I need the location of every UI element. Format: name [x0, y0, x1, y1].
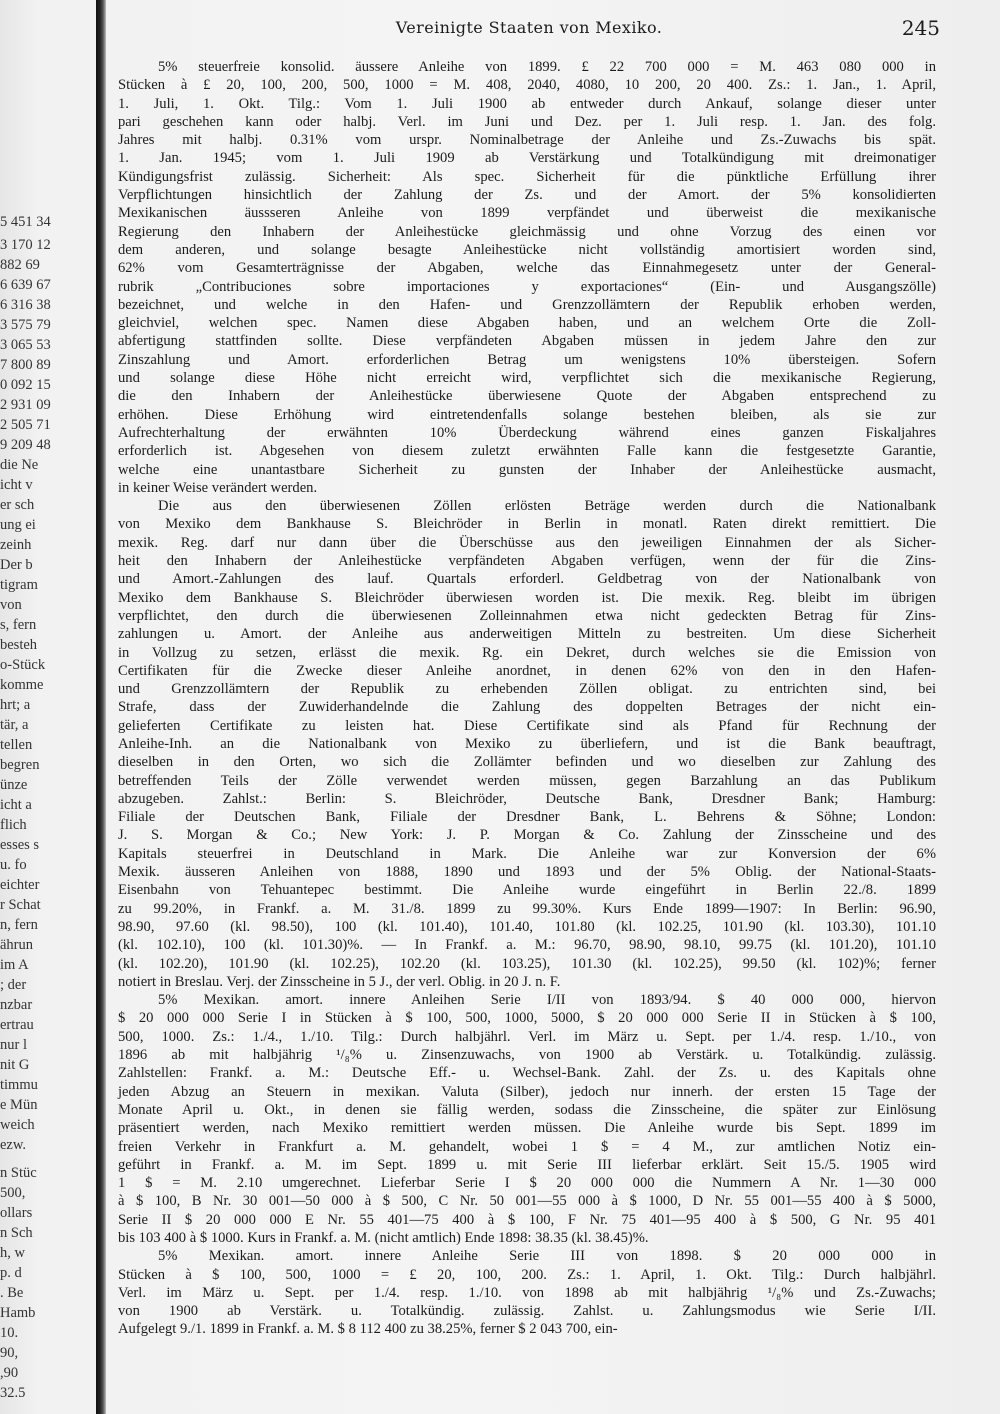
text-line: von Mexiko dem Bankhause S. Bleichröder in Berlin in monatl. Raten direkt remittiert. Die: [118, 516, 936, 533]
margin-fragment: icht v: [0, 477, 33, 493]
margin-fragment: die Ne: [0, 457, 39, 473]
paragraph: [118, 1247, 936, 1338]
margin-fragment: p. d: [0, 1265, 22, 1281]
page-header: [118, 16, 940, 44]
margin-fragment: h, w: [0, 1245, 25, 1261]
margin-fragment: 90,: [0, 1345, 19, 1361]
margin-fragment: tellen: [0, 737, 33, 753]
margin-fragment: begren: [0, 757, 40, 773]
text-line: Regierung den Inhabern der Anleihestücke gleichmässig und ohne Vorzug des einen vor: [118, 223, 936, 240]
adjacent-page-fragment: [0, 0, 96, 1414]
margin-fragment: e Mün: [0, 1097, 38, 1113]
text-line: von 1900 ab Verstärk. u. Totalkündig. zulässig. Zahlst. u. Zahlungsmodus wie Serie I/II.: [118, 1303, 936, 1320]
margin-fragment: 0 092 15: [0, 377, 51, 393]
margin-fragment: ährun: [0, 937, 34, 953]
text-line: (kl. 102.20), 101.90 (kl. 102.25), 102.20 (kl. 103.25), 101.30 (kl. 102.25), 99.50 (kl. 102)%; ferner: [118, 955, 936, 972]
text-line: Zahlstellen: Frankf. a. M.: Deutsche Eff.- u. Wechsel-Bank. Zahl. der Zs. u. des Kapitals ohne: [118, 1065, 936, 1082]
margin-fragment: ezw.: [0, 1137, 27, 1153]
text-line: und solange diese Höhe nicht erreicht wird, verpflichtet sich die mexikanische Regierung,: [118, 370, 936, 387]
text-line: Anleihe-Inh. an die Nationalbank von Mexiko zu überliefern, und ist die Bank beauftragt,: [118, 735, 936, 752]
text-line: in Vollzug zu setzen, erlässt die mexik. Rg. ein Dekret, durch welches sie die Emission von: [118, 644, 936, 661]
text-line: à $ 100, B Nr. 30 001—50 000 à $ 500, C Nr. 50 001—55 000 à $ 1000, D Nr. 55 001—55 400 à $ 5000,: [118, 1193, 936, 1210]
text-line: abzugeben. Zahlst.: Berlin: S. Bleichröder, Deutsche Bank, Dresdner Bank; Hamburg:: [118, 790, 936, 807]
book-gutter: [96, 0, 106, 1414]
text-line: Strafe, dass der Zuwiderhandelnde die Zahlung des doppelten Betrages der nicht ein-: [118, 699, 936, 716]
text-line: dem anderen, und solange besagte Anleihestücke nicht vollständig amortisiert worden sind,: [118, 241, 936, 258]
text-line: die den Inhabern der Anleihestücke überwiesene Quote der Abgaben entsprechend zu: [118, 388, 936, 405]
text-line: Filiale der Deutschen Bank, Filiale der Dresdner Bank, L. Behrens & Söhne; London:: [118, 809, 936, 826]
margin-fragment: icht a: [0, 797, 32, 813]
text-line: verpflichtet, den durch die überwiesenen Zolleinnahmen etwa nicht gedeckten Betrag für Zins-: [118, 607, 936, 624]
text-line: 500, 1000. Zs.: 1./4., 1./10. Tilg.: Durch halbjährl. Verl. im März u. Sept. per 1./4. resp. 1./10., von: [118, 1028, 936, 1045]
page-number: 245: [901, 16, 940, 40]
text-line: Verl. im März u. Sept. per 1./4. resp. 1./10. von 1898 ab mit halbjährig ¹/₈% und Zs.-Zuwachs;: [118, 1284, 936, 1301]
margin-fragment: 7 800 89: [0, 357, 51, 373]
text-line: Eisenbahn von Tehuantepec bestimmt. Die Anleihe wurde eingeführt in Berlin 22./8. 1899: [118, 882, 936, 899]
margin-fragment: 3 065 53: [0, 337, 51, 353]
margin-fragment: flich: [0, 817, 27, 833]
margin-fragment: 2 931 09: [0, 397, 51, 413]
text-line: 5% steuerfreie konsolid. äussere Anleihe von 1899. £ 22 700 000 = M. 463 080 000 in: [158, 59, 936, 75]
margin-fragment: Hamb: [0, 1305, 36, 1321]
text-line: Stücken à £ 20, 100, 200, 500, 1000 = M. 408, 2040, 4080, 10 200, 20 400. Zs.: 1. Jan., 1. April,: [118, 77, 936, 94]
text-line: 1 $ = M. 2.10 umgerechnet. Lieferbar Serie I $ 20 000 000 die Nummern A Nr. 1—30 000: [118, 1175, 936, 1192]
text-line: $ 20 000 000 Serie I in Stücken à $ 100, 500, 1000, 5000, $ 20 000 000 Serie II in Stücken à $ 100,: [118, 1010, 936, 1027]
paragraph: [118, 497, 936, 991]
running-title: Vereinigte Staaten von Mexiko.: [395, 18, 663, 37]
margin-fragment: tigram: [0, 577, 38, 593]
margin-fragment: 882 69: [0, 257, 40, 273]
text-line: abfertigung stattfinden sollte. Diese verpfändeten Abgaben müssen in jedem Jahre den zur: [118, 333, 936, 350]
margin-fragment: 2 505 71: [0, 417, 51, 433]
text-line: Certifikaten für die Zwecke dieser Anleihe anordnet, in denen 62% von den in den Hafen-: [118, 662, 936, 679]
text-line: zu 99.20%, in Frankf. a. M. 31./8. 1899 zu 99.30%. Kurs Ende 1899—1907: In Berlin: 96.90,: [118, 900, 936, 917]
margin-fragment: n, fern: [0, 917, 38, 933]
text-line: erforderlich ist. Abgesehen von diesem zuletzt erwähnten Falle kann die festgesetzte Garantie,: [118, 443, 936, 460]
text-line: freien Verkehr in Frankfurt a. M. gehandelt, wobei 1 $ = 4 M., zur amtlichen Notiz ein-: [118, 1138, 936, 1155]
margin-fragment: . Be: [0, 1285, 24, 1301]
margin-fragment: s, fern: [0, 617, 37, 633]
text-line: notiert in Breslau. Verj. der Zinsscheine in 5 J., der verl. Oblig. in 20 J. n. F.: [118, 973, 561, 990]
paragraph: [118, 58, 936, 497]
margin-fragment: nur l: [0, 1037, 27, 1053]
margin-fragment: 32.5: [0, 1385, 26, 1401]
margin-fragment: r Schat: [0, 897, 41, 913]
margin-fragment: ; der: [0, 977, 27, 993]
text-line: bis 103 400 à $ 1000. Kurs in Frankf. a. M. (nicht amtlich) Ende 1898: 38.35 (kl. 38.45)%.: [118, 1230, 649, 1246]
margin-fragment: weich: [0, 1117, 35, 1133]
text-line: dieselben in den Orten, wo sich die Zollämter befinden und wo dieselben zur Zahlung des: [118, 754, 936, 771]
text-line: 62% vom Gesamterträgnisse der Abgaben, welche das Einnahmegesetz unter der General-: [118, 260, 936, 277]
margin-fragment: ollars: [0, 1205, 33, 1221]
text-line: gelieferten Certifikate zu leisten hat. Diese Certifikate sind als Pfand für Rechnung der: [118, 717, 936, 734]
text-line: Mexik. äusseren Anleihen von 1888, 1890 und 1893 und der 5% Oblig. der National-Staats-: [118, 864, 936, 881]
text-line: Mexiko dem Bankhause S. Bleichröder überwiesen worden ist. Die mexik. Reg. bleibt im übrigen: [118, 589, 936, 606]
text-line: Aufrechterhaltung der erwähnten 10% Überdeckung während eines ganzen Fiskaljahres: [118, 424, 936, 441]
margin-fragment: ung ei: [0, 517, 36, 533]
margin-fragment: o-Stück: [0, 657, 46, 673]
text-line: Kündigungsfrist zulässig. Sicherheit: Als spec. Sicherheit für die pünktliche Erfüllung ihrer: [118, 168, 936, 185]
text-line: Stücken à $ 100, 500, 1000 = £ 20, 100, 200. Zs.: 1. April, 1. Okt. Tilg.: Durch halbjährl.: [118, 1266, 936, 1283]
margin-fragment: 5 451 34: [0, 214, 51, 230]
text-line: und Amort.-Zahlungen des lauf. Quartals erforderl. Geldbetrag von der Nationalbank von: [118, 571, 936, 588]
text-line: heit den Inhabern der Anleihestücke verpfändeten Abgaben verfügen, wenn der für die Zins-: [118, 553, 936, 570]
text-line: Monate April u. Okt., in denen sie fällig werden, sodass die Zinsscheine, die später zur Einlösung: [118, 1101, 936, 1118]
paragraph: [118, 991, 936, 1247]
margin-fragment: n Sch: [0, 1225, 33, 1241]
margin-fragment: u. fo: [0, 857, 27, 873]
margin-fragment: ünze: [0, 777, 28, 793]
text-line: bezeichnet, und welche in den Hafen- und Grenzzollämtern der Republik erhoben werden,: [118, 296, 936, 313]
body-text: [118, 58, 936, 1339]
margin-fragment: Der b: [0, 557, 33, 573]
text-line: Jahres mit halbj. 0.31% vom urspr. Nominalbetrage der Anleihe und Zs.-Zuwachs bis spät.: [118, 132, 936, 149]
margin-fragment: ertrau: [0, 1017, 34, 1033]
margin-fragment: n Stüc: [0, 1165, 37, 1181]
text-line: gleichviel, welchen spec. Namen diese Abgaben haben, und an welchem Orte die Zoll-: [118, 315, 936, 332]
margin-fragment: hrt; a: [0, 697, 31, 713]
text-line: rubrik „Contribuciones sobre importaciones y exportaciones“ (Ein- und Ausgangszölle): [118, 278, 936, 295]
margin-fragment: 500,: [0, 1185, 26, 1201]
text-line: 1. Juli, 1. Okt. Tilg.: Vom 1. Juli 1900 ab entweder durch Ankauf, solange dieser unter: [118, 95, 936, 112]
margin-fragment: er sch: [0, 497, 35, 513]
margin-fragment: 3 170 12: [0, 237, 51, 253]
text-line: in keiner Weise verändert werden.: [118, 479, 318, 496]
margin-fragment: tär, a: [0, 717, 29, 733]
text-line: Zinszahlung und Amort. erforderlichen Betrag um wenigstens 10% übersteigen. Sofern: [118, 351, 936, 368]
text-line: Die aus den überwiesenen Zöllen erlösten Beträge werden durch die Nationalbank: [158, 498, 936, 515]
text-line: und Grenzzollämtern der Republik zu erhebenden Zöllen obligat. zu entrichten sind, bei: [118, 681, 936, 698]
text-line: (kl. 102.10), 100 (kl. 101.30)%. — In Frankf. a. M.: 96.70, 98.90, 98.10, 99.75 (kl. 101.20), 101.10: [118, 937, 936, 954]
margin-fragment: 6 639 67: [0, 277, 51, 293]
text-line: J. S. Morgan & Co.; New York: J. P. Morgan & Co. Zahlung der Zinsscheine und des: [118, 827, 936, 844]
margin-fragment: komme: [0, 677, 44, 693]
margin-fragment: eichter: [0, 877, 40, 893]
margin-fragment: besteh: [0, 637, 38, 653]
margin-fragment: 6 316 38: [0, 297, 51, 313]
margin-fragment: im A: [0, 957, 29, 973]
text-line: betreffenden Teils der Zölle verwendet werden müssen, gegen Barzahlung an das Publikum: [118, 772, 936, 789]
margin-fragment: von: [0, 597, 22, 613]
margin-fragment: ,90: [0, 1365, 19, 1381]
margin-fragment: esses s: [0, 837, 40, 853]
text-line: präsentiert werden, nach Mexiko remittiert werden müssen. Die Anleihe wurde bis Sept. 1899 im: [118, 1120, 936, 1137]
margin-fragment: zeinh: [0, 537, 32, 553]
margin-fragment: 3 575 79: [0, 317, 51, 333]
text-line: Serie II $ 20 000 000 E Nr. 55 401—75 400 à $ 100, F Nr. 75 401—95 400 à $ 500, G Nr. 95 401: [118, 1211, 936, 1228]
text-line: zahlungen u. Amort. der Anleihe aus anderweitigen Mitteln zu bestreiten. Um diese Sicherheit: [118, 626, 936, 643]
text-line: 1896 ab mit halbjährig ¹/₈% u. Zinsenzuwachs, von 1900 ab Verstärk. u. Totalkündig. zulässig.: [118, 1047, 936, 1064]
margin-fragment: 9 209 48: [0, 437, 51, 453]
text-line: welche eine unantastbare Sicherheit zu gunsten der Inhaber der Anleihestücke ausmacht,: [118, 461, 936, 478]
margin-fragment: 10.: [0, 1325, 19, 1341]
text-line: jeden Abzug an Steuern in mexikan. Valuta (Silber), jedoch nur innerh. der ersten 15 Tage der: [118, 1083, 936, 1100]
text-line: geführt in Frankf. a. M. im Sept. 1899 u. mit Serie III lieferbar erklärt. Seit 15./5. 1905 wird: [118, 1156, 936, 1173]
text-line: Mexikanischen äussseren Anleihe von 1899 verpfändet und überweist die mexikanische: [118, 205, 936, 222]
text-line: 5% Mexikan. amort. innere Anleihen Serie I/II von 1893/94. $ 40 000 000, hiervon: [158, 992, 936, 1009]
text-line: Verpflichtungen hinsichtlich der Zahlung der Zs. und der Amort. der 5% konsolidierten: [118, 187, 936, 204]
margin-fragment: nzbar: [0, 997, 33, 1013]
text-line: pari geschehen kann oder halbj. Verl. im Juni und Dez. per 1. Juli resp. 1. Jan. des folg.: [118, 113, 936, 130]
margin-fragment: timmu: [0, 1077, 38, 1093]
text-line: Kapitals steuerfrei in Deutschland in Mark. Die Anleihe war zur Konversion der 6%: [118, 845, 936, 862]
text-line: 5% Mexikan. amort. innere Anleihe Serie III von 1898. $ 20 000 000 in: [158, 1248, 936, 1265]
text-line: 1. Jan. 1945; vom 1. Juli 1909 ab Verstärkung und Totalkündigung mit dreimonatiger: [118, 150, 936, 167]
text-line: Aufgelegt 9./1. 1899 in Frankf. a. M. $ 8 112 400 zu 38.25%, ferner $ 2 043 700, ein-: [118, 1321, 618, 1338]
text-line: 98.90, 97.60 (kl. 98.50), 100 (kl. 101.40), 101.40, 101.80 (kl. 102.25, 101.90 (kl. 103.30), 101.10: [118, 918, 936, 935]
margin-fragment: nit G: [0, 1057, 30, 1073]
text-line: mexik. Reg. darf nur dann über die Überschüsse aus den jeweiligen Einnahmen der als Sicher-: [118, 534, 936, 551]
text-line: erhöhen. Diese Erhöhung wird eintretendenfalls solange bestehen bleiben, als sie zur: [118, 406, 936, 423]
